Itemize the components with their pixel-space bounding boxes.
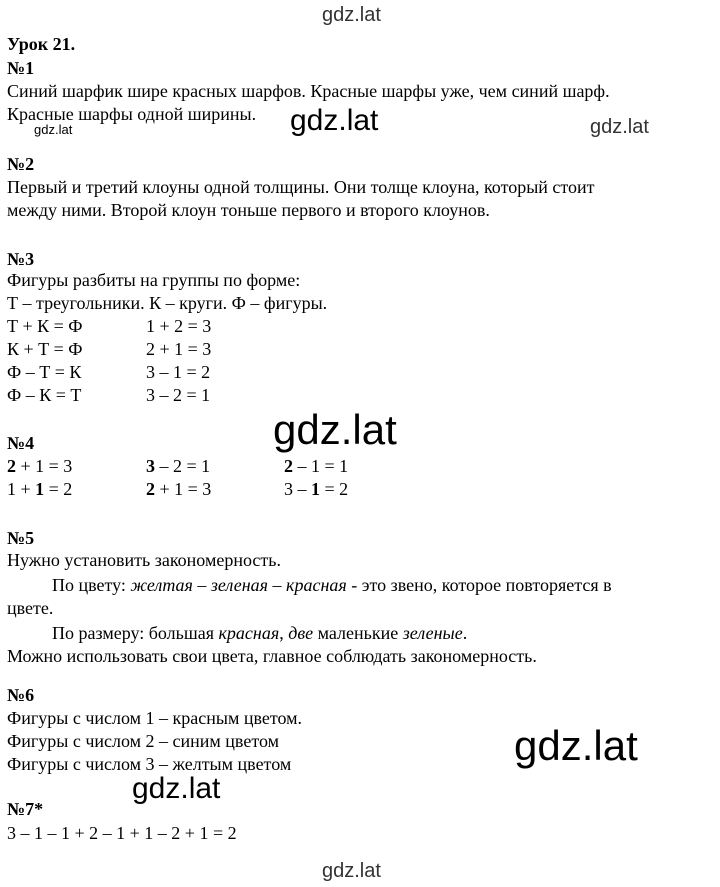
task7-heading: №7*	[7, 799, 44, 819]
task5-word-green: зеленые	[402, 623, 463, 643]
task5-line2-post: - это звено, которое повторяется в	[346, 575, 612, 595]
task4-bold-digit: 2	[7, 456, 16, 476]
watermark-right-top: gdz.lat	[590, 116, 649, 138]
task4-bold-digit: 1	[311, 479, 320, 499]
task4-expr-rest: – 1 = 1	[293, 456, 349, 476]
task6-line2: Фигуры с числом 2 – синим цветом	[7, 731, 279, 751]
task4-expr-pre: 1 +	[7, 479, 36, 499]
task3-row-left: Т + К = Ф	[7, 316, 83, 336]
task6-line1: Фигуры с числом 1 – красным цветом.	[7, 708, 303, 728]
task5-heading: №5	[7, 528, 35, 548]
task5-line2	[52, 574, 612, 596]
task4-bold-digit: 2	[146, 479, 155, 499]
watermark-center-big: gdz.lat	[273, 406, 397, 453]
task4-expr	[284, 478, 348, 500]
task4-expr-rest: + 1 = 3	[16, 456, 73, 476]
task1-line2: Красные шарфы одной ширины.	[7, 104, 257, 124]
task3-row-left: К + Т = Ф	[7, 339, 83, 359]
task4-expr	[146, 478, 211, 500]
task5-line4-pre: По размеру: большая	[52, 623, 219, 643]
task4-bold-digit: 1	[35, 479, 45, 499]
task3-heading: №3	[7, 249, 35, 269]
task4-bold-digit: 2	[284, 456, 293, 476]
task7-line1: 3 – 1 – 1 + 2 – 1 + 1 – 2 + 1 = 2	[7, 823, 237, 843]
task5-line4	[52, 622, 467, 644]
watermark-footer: gdz.lat	[322, 860, 381, 882]
lesson-title: Урок 21.	[7, 34, 76, 54]
task5-line3: цвете.	[7, 598, 54, 618]
task2-heading: №2	[7, 154, 35, 174]
task4-heading: №4	[7, 433, 35, 453]
task6-heading: №6	[7, 685, 35, 705]
task5-color-sequence: желтая – зеленая – красная	[130, 575, 347, 595]
task5-line4-mid1: ,	[279, 623, 289, 643]
task3-row-left: Ф – К = Т	[7, 385, 82, 405]
task1-heading: №1	[7, 58, 35, 78]
task3-line2: Т – треугольники. К – круги. Ф – фигуры.	[7, 293, 328, 313]
watermark-bottom-mid: gdz.lat	[132, 772, 221, 805]
task4-bold-digit: 3	[146, 456, 155, 476]
task4-expr-pre: 3 –	[284, 479, 311, 499]
task5-word-two: две	[288, 623, 314, 643]
task2-line2: между ними. Второй клоун тоньше первого и второго клоунов.	[7, 200, 490, 220]
task5-line4-mid2: маленькие	[313, 623, 403, 643]
watermark-right-big: gdz.lat	[514, 722, 638, 769]
task3-row-right: 3 – 2 = 1	[146, 385, 211, 405]
task4-expr-rest: = 2	[44, 479, 73, 499]
task3-row-right: 3 – 1 = 2	[146, 362, 211, 382]
task2-line1: Первый и третий клоуны одной толщины. Они толще клоуна, который стоит	[7, 177, 595, 197]
task4-expr-rest: – 2 = 1	[155, 456, 211, 476]
task4-expr	[7, 478, 72, 500]
task4-expr	[146, 455, 210, 477]
task4-expr-rest: + 1 = 3	[155, 479, 212, 499]
task4-expr	[7, 455, 72, 477]
task6-line3: Фигуры с числом 3 – желтым цветом	[7, 754, 292, 774]
task4-expr-rest: = 2	[320, 479, 349, 499]
watermark-inline: gdz.lat	[290, 104, 379, 137]
watermark-small-left: gdz.lat	[34, 122, 73, 137]
task5-line2-pre: По цвету:	[52, 575, 131, 595]
task3-row-right: 2 + 1 = 3	[146, 339, 212, 359]
task5-line4-post: .	[462, 623, 468, 643]
task1-line1: Синий шарфик шире красных шарфов. Красные шарфы уже, чем синий шарф.	[7, 81, 610, 101]
task5-line1: Нужно установить закономерность.	[7, 550, 281, 570]
task3-row-right: 1 + 2 = 3	[146, 316, 212, 336]
task5-line5: Можно использовать свои цвета, главное соблюдать закономерность.	[7, 646, 537, 666]
task3-line1: Фигуры разбиты на группы по форме:	[7, 270, 301, 290]
task3-row-left: Ф – Т = К	[7, 362, 82, 382]
task5-word-red: красная	[218, 623, 280, 643]
watermark-top: gdz.lat	[322, 4, 381, 26]
task4-expr	[284, 455, 348, 477]
